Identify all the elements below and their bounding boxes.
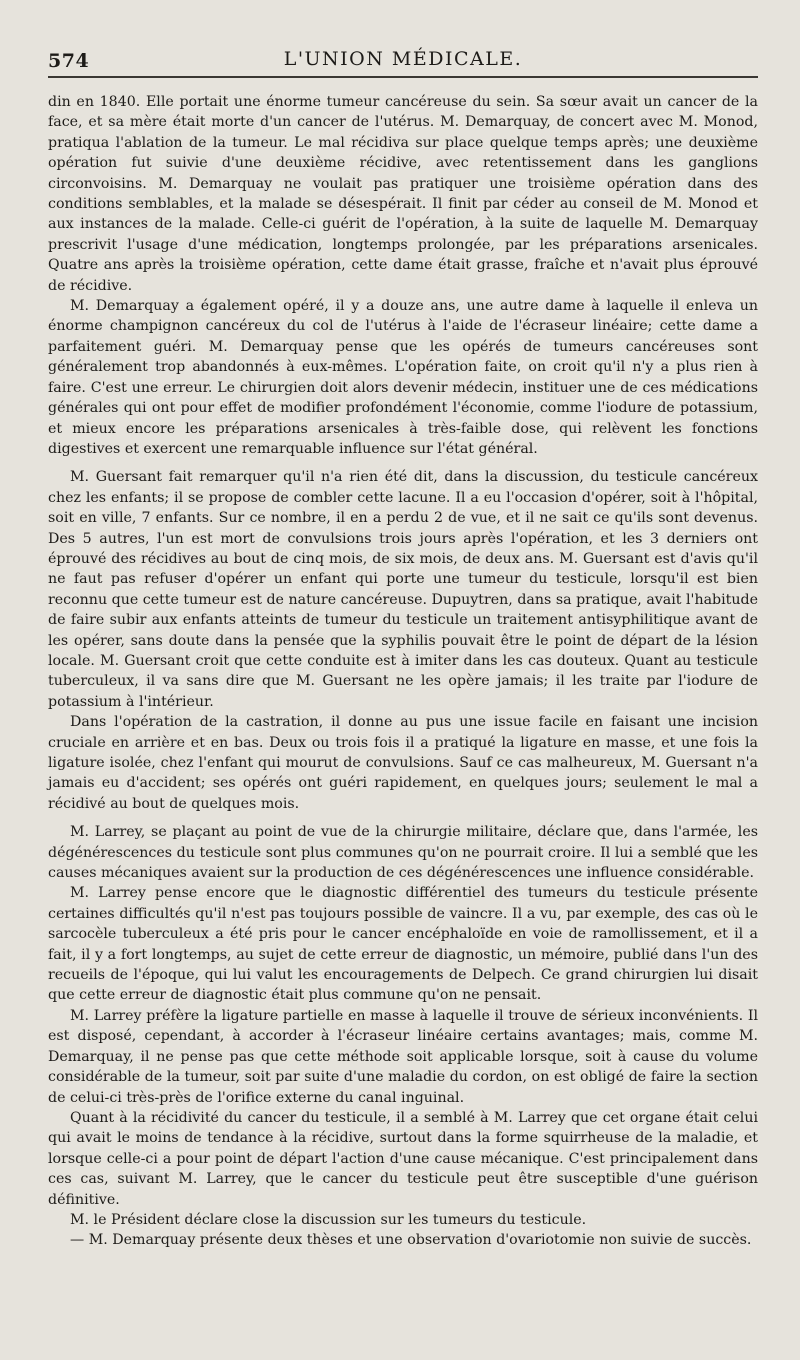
paragraph: M. Larrey pense encore que le diagnostic différentiel des tumeurs du testicule présente certaines difficultés qu'il n'est pas toujours possible de vaincre. Il a vu, par exemple, des cas où le sarcocèle tuberculeux a été pris pour le cancer encéphaloïde en voie de ramollissement, et il a fait, il y a fort longtemps, au sujet de cette erreur de diagnostic, un mémoire, publié dans l'un des recueils de l'époque, qui lui valut les encouragements de Delpech. Ce grand chirurgien lui disait que cette erreur de diagnostic était plus commune qu'on ne pensait. xyxy=(48,885,758,1004)
paragraph: M. Guersant fait remarquer qu'il n'a rien été dit, dans la discussion, du testicule cancéreux chez les enfants; il se propose de combler cette lacune. Il a eu l'occasion d'opérer, soit à l'hôpital, soit en ville, 7 enfants. Sur ce nombre, il en a perdu 2 de vue, et il ne sait ce qu'ils sont devenus. Des 5 autres, l'un est mort de convulsions trois jours après l'opération, et les 3 derniers ont éprouvé des récidives au bout de cinq mois, de six mois, de deux ans. M. Guersant est d'avis qu'il ne faut pas refuser d'opérer un enfant qui porte une tumeur du testicule, lorsqu'il est bien reconnu que cette tumeur est de nature cancéreuse. Dupuytren, dans sa pratique, avait l'habitude de faire subir aux enfants atteints de tumeur du testicule un traitement antisyphilitique avant de les opérer, sans doute dans la pensée que la syphilis pouvait être le point de départ de la lésion locale. M. Guersant croit que cette conduite est à imiter dans les cas douteux. Quant au testicule tuberculeux, il va sans dire que M. Guersant ne les opère jamais; il les traite par l'iodure de potassium à l'intérieur. xyxy=(48,469,758,710)
paragraph: Dans l'opération de la castration, il donne au pus une issue facile en faisant une incision cruciale en arrière et en bas. Deux ou trois fois il a pratiqué la ligature en masse, et une fois la ligature isolée, chez l'enfant qui mourut de convulsions. Sauf ce cas malheureux, M. Guersant n'a jamais eu d'accident; ses opérés ont guéri rapidement, en quelques jours; seulement le mal a récidivé au bout de quelques mois. xyxy=(48,714,758,812)
running-title: L'UNION MÉDICALE. xyxy=(283,48,523,70)
paragraph: din en 1840. Elle portait une énorme tumeur cancéreuse du sein. Sa sœur avait un cancer de la face, et sa mère était morte d'un cancer de l'utérus. M. Demarquay, de concert avec M. Monod, pratiqua l'ablation de la tumeur. Le mal récidiva sur place quelque temps après; une deuxième opération fut suivie d'une deuxième récidive, avec retentissement dans les ganglions circonvoisins. M. Demarquay ne voulait pas pratiquer une troisième opération dans des conditions semblables, et la malade se désespérait. Il finit par céder au conseil de M. Monod et aux instances de la malade. Celle-ci guérit de l'opération, à la suite de laquelle M. Demarquay prescrivit l'usage d'une médication, longtemps prolongée, par les préparations arsenicales. Quatre ans après la troisième opération, cette dame était grasse, fraîche et n'avait plus éprouvé de récidive. xyxy=(48,94,758,294)
paragraph: M. Demarquay a également opéré, il y a douze ans, une autre dame à laquelle il enleva un énorme champignon cancéreux du col de l'utérus à l'aide de l'écraseur linéaire; cette dame a parfaitement guéri. M. Demarquay pense que les opérés de tumeurs cancéreuses sont généralement trop abandonnés à eux-mêmes. L'opération faite, on croit qu'il n'y a plus rien à faire. C'est une erreur. Le chirurgien doit alors devenir médecin, instituer une de ces médications générales qui ont pour effet de modifier profondément l'économie, comme l'iodure de potassium, et mieux encore les préparations arsenicales à très-faible dose, qui relèvent les fonctions digestives et exercent une remarquable influence sur l'état général. xyxy=(48,298,758,457)
body-text xyxy=(48,92,758,1251)
page-number: 574 xyxy=(48,50,90,72)
paragraph: — M. Demarquay présente deux thèses et une observation d'ovariotomie non suivie de succès. xyxy=(70,1232,752,1249)
paragraph: M. Larrey préfère la ligature partielle en masse à laquelle il trouve de sérieux inconvénients. Il est disposé, cependant, à accorder à l'écraseur linéaire certains avantages; mais, comme M. Demarquay, il ne pense pas que cette méthode soit applicable lorsque, soit à cause du volume considérable de la tumeur, soit par suite d'une maladie du cordon, on est obligé de faire la section de celui-ci très-près de l'orifice externe du canal inguinal. xyxy=(48,1007,758,1106)
paragraph: Quant à la récidivité du cancer du testicule, il a semblé à M. Larrey que cet organe était celui qui avait le moins de tendance à la récidive, surtout dans la forme squirrheuse de la maladie, et lorsque celle-ci a pour point de départ l'action d'une cause mécanique. C'est principalement dans ces cas, suivant M. Larrey, que le cancer du testicule peut être susceptible d'une guérison définitive. xyxy=(48,1109,758,1208)
page-header xyxy=(48,44,758,78)
paragraph: M. Larrey, se plaçant au point de vue de la chirurgie militaire, déclare que, dans l'armée, les dégénérescences du testicule sont plus communes qu'on ne pourrait croire. Il lui a semblé que les causes mécaniques avaient sur la production de ces dégénérescences une influence considérable. xyxy=(48,824,758,882)
paragraph: M. le Président déclare close la discussion sur les tumeurs du testicule. xyxy=(70,1211,587,1228)
